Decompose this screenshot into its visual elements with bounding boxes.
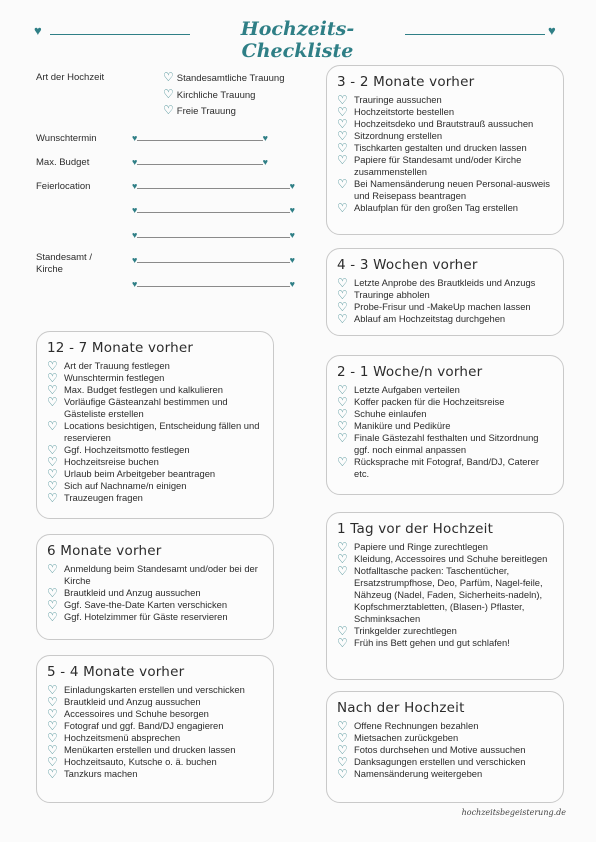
heart-outline-icon: ♡ [163, 87, 174, 101]
checklist-item-label: Hochzeitsmenü absprechen [64, 732, 181, 743]
checklist-item[interactable] [47, 360, 263, 372]
section-nach-hochzeit [326, 691, 564, 803]
section-6-monate [36, 534, 274, 640]
checklist-item-label: Offene Rechnungen bezahlen [354, 720, 479, 731]
checklist-item-label: Rücksprache mit Fotograf, Band/DJ, Caterer etc. [354, 456, 539, 479]
heart-checkbox-icon[interactable]: ♡ [47, 695, 58, 709]
section-12-7-monate [36, 331, 274, 519]
heart-checkbox-icon[interactable]: ♡ [47, 755, 58, 769]
heart-checkbox-icon[interactable]: ♡ [337, 419, 348, 433]
location-line-1[interactable] [137, 188, 290, 189]
checklist-item-label: Papiere und Ringe zurechtlegen [354, 541, 488, 552]
heart-checkbox-icon[interactable]: ♡ [337, 383, 348, 397]
heart-checkbox-icon[interactable]: ♡ [47, 586, 58, 600]
checklist-item[interactable] [337, 313, 553, 325]
checklist-item[interactable] [337, 732, 553, 744]
checklist-item-label: Papiere für Standesamt und/oder Kirche zusammenstellen [354, 154, 522, 177]
heart-checkbox-icon[interactable]: ♡ [337, 743, 348, 757]
standesamt-label: Standesamt / Kirche [36, 252, 92, 275]
checklist-item-label: Maniküre und Pediküre [354, 420, 451, 431]
option-standesamt[interactable]: ♡ Standesamtliche Trauung [163, 70, 285, 84]
heart-checkbox-icon[interactable]: ♡ [47, 455, 58, 469]
heart-outline-icon: ♡ [163, 103, 174, 117]
checklist-item-label: Ggf. Hotelzimmer für Gäste reservieren [64, 611, 228, 622]
heart-checkbox-icon[interactable]: ♡ [47, 707, 58, 721]
checklist-item[interactable] [337, 565, 553, 625]
checklist-item[interactable] [47, 599, 263, 611]
checklist-item-label: Vorläufige Gästeanzahl bestimmen und Gästeliste erstellen [64, 396, 228, 419]
heart-checkbox-icon[interactable]: ♡ [47, 479, 58, 493]
heart-checkbox-icon[interactable]: ♡ [337, 177, 348, 191]
checklist-item[interactable] [47, 756, 263, 768]
heart-checkbox-icon[interactable]: ♡ [337, 117, 348, 131]
heart-checkbox-icon[interactable]: ♡ [337, 105, 348, 119]
checklist-item-label: Ggf. Save-the-Date Karten verschicken [64, 599, 228, 610]
checklist-item[interactable] [47, 587, 263, 599]
heart-checkbox-icon[interactable]: ♡ [47, 443, 58, 457]
location-label: Feierlocation [36, 181, 91, 192]
divider [405, 34, 545, 35]
checklist-item-label: Fotograf und ggf. Band/DJ engagieren [64, 720, 224, 731]
checklist-item-label: Bei Namensänderung neuen Personal-ausweis und Reisepass beantragen [354, 178, 550, 201]
heart-checkbox-icon[interactable]: ♡ [337, 624, 348, 638]
checklist-item-label: Ablauf am Hochzeitstag durchgehen [354, 313, 506, 324]
heart-checkbox-icon[interactable]: ♡ [337, 731, 348, 745]
checklist-item[interactable] [47, 492, 263, 504]
checklist-item[interactable] [337, 289, 553, 301]
checklist-item-label: Brautkleid und Anzug aussuchen [64, 696, 201, 707]
heart-checkbox-icon[interactable]: ♡ [47, 359, 58, 373]
checklist-item[interactable] [337, 178, 553, 202]
checklist-item-label: Menükarten erstellen und drucken lassen [64, 744, 236, 755]
heart-checkbox-icon[interactable]: ♡ [337, 636, 348, 650]
heart-checkbox-icon[interactable]: ♡ [47, 743, 58, 757]
checklist-item[interactable] [47, 611, 263, 623]
checklist-item-label: Trauringe abholen [354, 289, 430, 300]
section-3-2-monate [326, 65, 564, 235]
checklist-item-label: Ggf. Hochzeitsmotto festlegen [64, 444, 190, 455]
heart-checkbox-icon[interactable]: ♡ [47, 467, 58, 481]
section-5-4-monate [36, 655, 274, 803]
checklist-item-label: Ablaufplan für den großen Tag erstellen [354, 202, 518, 213]
heart-checkbox-icon[interactable]: ♡ [47, 371, 58, 385]
checklist-item[interactable] [47, 696, 263, 708]
checklist-item[interactable] [337, 130, 553, 142]
checklist-item-label: Wunschtermin festlegen [64, 372, 165, 383]
footer-url: hochzeitsbegeisterung.de [461, 808, 566, 817]
location-line-2[interactable] [137, 212, 290, 213]
checklist-item[interactable] [337, 106, 553, 118]
checklist-item-label: Hochzeitsauto, Kutsche o. ä. buchen [64, 756, 217, 767]
heart-icon: ♥ [548, 23, 556, 38]
checklist-item[interactable] [47, 732, 263, 744]
checklist-item[interactable] [47, 384, 263, 396]
checklist-item-label: Fotos durchsehen und Motive aussuchen [354, 744, 526, 755]
budget-line[interactable] [137, 164, 263, 165]
checklist-item[interactable] [337, 408, 553, 420]
checklist-item-label: Koffer packen für die Hochzeitsreise [354, 396, 505, 407]
heart-checkbox-icon[interactable]: ♡ [337, 93, 348, 107]
checklist-item[interactable] [337, 202, 553, 214]
section-4-3-wochen [326, 248, 564, 336]
heart-checkbox-icon[interactable]: ♡ [337, 767, 348, 781]
heart-checkbox-icon[interactable]: ♡ [337, 312, 348, 326]
section-title: 1 Tag vor der Hochzeit [337, 521, 494, 537]
checklist-item[interactable] [337, 720, 553, 732]
checklist-item[interactable] [337, 553, 553, 565]
checklist-item-label: Locations besichtigen, Entscheidung fällen und reservieren [64, 420, 260, 443]
checklist-item[interactable] [337, 142, 553, 154]
wunschtermin-line[interactable] [137, 140, 263, 141]
section-title: 2 - 1 Woche/n vorher [337, 364, 483, 380]
checklist-item[interactable] [47, 396, 263, 420]
heart-checkbox-icon[interactable]: ♡ [337, 455, 348, 469]
heart-checkbox-icon[interactable]: ♡ [337, 719, 348, 733]
heart-checkbox-icon[interactable]: ♡ [337, 288, 348, 302]
standesamt-line-1[interactable] [137, 262, 290, 263]
checklist-item-label: Trauzeugen fragen [64, 492, 143, 503]
heart-checkbox-icon[interactable]: ♡ [337, 407, 348, 421]
heart-checkbox-icon[interactable]: ♡ [337, 141, 348, 155]
checklist-item[interactable] [47, 563, 263, 587]
checklist-item[interactable] [337, 432, 553, 456]
heart-checkbox-icon[interactable]: ♡ [47, 767, 58, 781]
checklist-item-label: Max. Budget festlegen und kalkulieren [64, 384, 223, 395]
heart-checkbox-icon[interactable]: ♡ [47, 598, 58, 612]
heart-checkbox-icon[interactable]: ♡ [337, 395, 348, 409]
checklist-item-label: Früh ins Bett gehen und gut schlafen! [354, 637, 510, 648]
checklist-item[interactable] [337, 420, 553, 432]
checklist-item[interactable] [337, 396, 553, 408]
checklist-item-label: Trinkgelder zurechtlegen [354, 625, 457, 636]
checklist-item-label: Tischkarten gestalten und drucken lassen [354, 142, 527, 153]
standesamt-line-2[interactable] [137, 286, 290, 287]
heart-checkbox-icon[interactable]: ♡ [47, 383, 58, 397]
checklist-item[interactable] [337, 384, 553, 396]
heart-checkbox-icon[interactable]: ♡ [337, 564, 348, 578]
checklist-item-label: Notfalltasche packen: Taschentücher, Ersatzstrumpfhose, Deo, Parfüm, Nagel-feile, Nähzeug (Nadel, Faden, Sicherheits-nadeln), Kopfschmerztabletten, (Blasen-) Pflaster, Schminksachen [354, 565, 543, 624]
heart-checkbox-icon[interactable]: ♡ [47, 683, 58, 697]
checklist-item-label: Namensänderung weitergeben [354, 768, 483, 779]
checklist-item-label: Letzte Anprobe des Brautkleids und Anzugs [354, 277, 536, 288]
checklist-item-label: Anmeldung beim Standesamt und/oder bei der Kirche [64, 563, 258, 586]
option-kirche[interactable]: ♡ Kirchliche Trauung [163, 87, 256, 101]
heart-checkbox-icon[interactable]: ♡ [337, 552, 348, 566]
checklist-item[interactable] [337, 637, 553, 649]
checklist-item-label: Mietsachen zurückgeben [354, 732, 459, 743]
section-title: 6 Monate vorher [47, 543, 162, 559]
checklist-item-label: Art der Trauung festlegen [64, 360, 170, 371]
checklist-item-label: Finale Gästezahl festhalten und Sitzordnung ggf. noch einmal anpassen [354, 432, 539, 455]
page-title: Hochzeits-Checkliste [240, 18, 355, 62]
heart-checkbox-icon[interactable]: ♡ [47, 731, 58, 745]
art-label: Art der Hochzeit [36, 72, 105, 83]
checklist-item[interactable] [47, 420, 263, 444]
checklist-item-label: Sitzordnung erstellen [354, 130, 443, 141]
checklist-item-label: Urlaub beim Arbeitgeber beantragen [64, 468, 216, 479]
heart-checkbox-icon[interactable]: ♡ [47, 395, 58, 409]
checklist-item[interactable] [47, 480, 263, 492]
heart-checkbox-icon[interactable]: ♡ [47, 719, 58, 733]
divider [50, 34, 190, 35]
checklist-item[interactable] [337, 541, 553, 553]
checklist-item[interactable] [337, 154, 553, 178]
checklist-item[interactable] [47, 468, 263, 480]
checklist-item-label: Probe-Frisur und -MakeUp machen lassen [354, 301, 531, 312]
checklist-item[interactable] [47, 744, 263, 756]
section-title: 4 - 3 Wochen vorher [337, 257, 478, 273]
checklist-item-label: Hochzeitsreise buchen [64, 456, 159, 467]
checklist-item[interactable] [337, 94, 553, 106]
heart-checkbox-icon[interactable]: ♡ [47, 562, 58, 576]
heart-checkbox-icon[interactable]: ♡ [337, 201, 348, 215]
section-2-1-wochen [326, 355, 564, 495]
heart-checkbox-icon[interactable]: ♡ [47, 491, 58, 505]
checklist-item[interactable] [47, 720, 263, 732]
checklist-item-label: Hochzeitstorte bestellen [354, 106, 455, 117]
checklist-item-label: Letzte Aufgaben verteilen [354, 384, 460, 395]
section-title: 12 - 7 Monate vorher [47, 340, 194, 356]
checklist-item[interactable] [47, 456, 263, 468]
checklist-item-label: Einladungskarten erstellen und verschicken [64, 684, 245, 695]
heart-checkbox-icon[interactable]: ♡ [337, 300, 348, 314]
checklist-item[interactable] [337, 456, 553, 480]
section-1-tag [326, 512, 564, 680]
section-title: 3 - 2 Monate vorher [337, 74, 475, 90]
checklist-item-label: Schuhe einlaufen [354, 408, 427, 419]
checklist-item[interactable] [337, 277, 553, 289]
checklist-item[interactable] [47, 708, 263, 720]
checklist-item[interactable] [47, 444, 263, 456]
budget-label: Max. Budget [36, 157, 90, 168]
location-line-3[interactable] [137, 237, 290, 238]
checklist-item[interactable] [47, 768, 263, 780]
checklist-item-label: Sich auf Nachname/n einigen [64, 480, 187, 491]
section-title: Nach der Hochzeit [337, 700, 465, 716]
heart-checkbox-icon[interactable]: ♡ [337, 431, 348, 445]
checklist-item[interactable] [337, 768, 553, 780]
checklist-item[interactable] [337, 301, 553, 313]
checklist-item[interactable] [337, 118, 553, 130]
checklist-item-label: Brautkleid und Anzug aussuchen [64, 587, 201, 598]
option-frei[interactable]: ♡ Freie Trauung [163, 103, 236, 117]
checklist-item[interactable] [337, 756, 553, 768]
checklist-item-label: Kleidung, Accessoires und Schuhe bereitlegen [354, 553, 548, 564]
checklist-item-label: Accessoires und Schuhe besorgen [64, 708, 209, 719]
checklist-item[interactable] [47, 684, 263, 696]
checklist-item-label: Hochzeitsdeko und Brautstrauß aussuchen [354, 118, 534, 129]
heart-icon: ♥ [34, 23, 42, 38]
title-row [0, 18, 596, 62]
heart-checkbox-icon[interactable]: ♡ [337, 540, 348, 554]
section-title: 5 - 4 Monate vorher [47, 664, 185, 680]
heart-checkbox-icon[interactable]: ♡ [337, 755, 348, 769]
heart-checkbox-icon[interactable]: ♡ [337, 153, 348, 167]
checklist-item[interactable] [337, 625, 553, 637]
heart-checkbox-icon[interactable]: ♡ [337, 129, 348, 143]
heart-checkbox-icon[interactable]: ♡ [47, 419, 58, 433]
heart-checkbox-icon[interactable]: ♡ [47, 610, 58, 624]
checklist-item-label: Trauringe aussuchen [354, 94, 442, 105]
heart-outline-icon: ♡ [163, 70, 174, 84]
heart-checkbox-icon[interactable]: ♡ [337, 276, 348, 290]
checklist-item-label: Danksagungen erstellen und verschicken [354, 756, 526, 767]
checklist-item[interactable] [337, 744, 553, 756]
checklist-item-label: Tanzkurs machen [64, 768, 138, 779]
checklist-item[interactable] [47, 372, 263, 384]
wunschtermin-label: Wunschtermin [36, 133, 97, 144]
